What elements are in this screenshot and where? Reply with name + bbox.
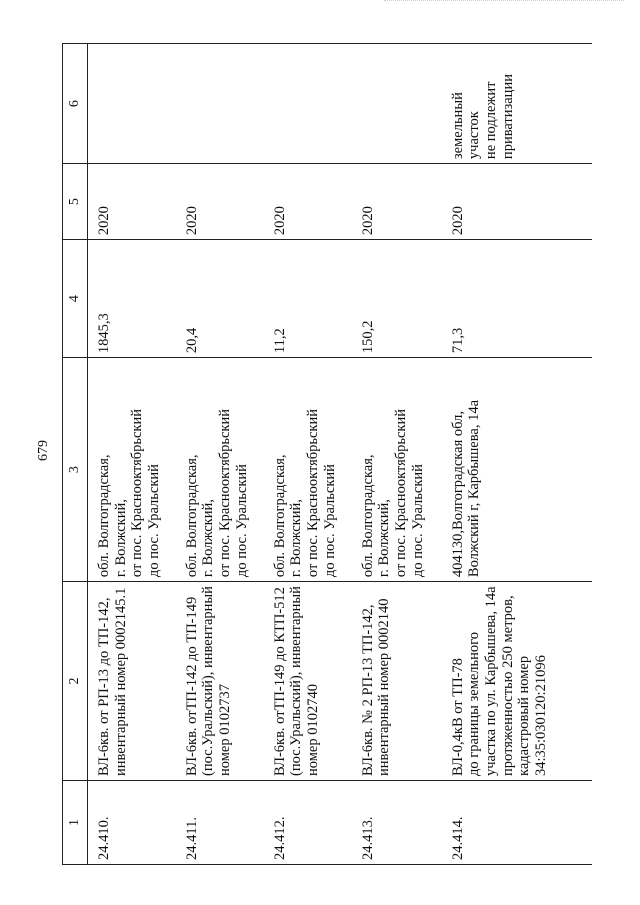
value-cell: 11,2	[264, 240, 352, 358]
location-line: Волжский г, Карбышева, 14а	[466, 399, 483, 578]
location-cell	[176, 358, 264, 582]
object-name-line: участка по ул. Карбышева, 14а	[482, 586, 499, 776]
object-name-line: (пос.Уральский), инвентарный	[288, 586, 305, 776]
year-cell: 2020	[264, 164, 352, 240]
object-name-line: инвентарный номер 0002140	[376, 598, 393, 776]
location-cell	[442, 358, 592, 582]
column-header-4: 4	[63, 240, 88, 358]
object-name-cell	[88, 582, 176, 781]
row-number-cell: 24.413.	[352, 781, 442, 865]
column-header-2: 2	[63, 582, 88, 781]
note-cell	[176, 44, 264, 164]
row-number-cell: 24.411.	[176, 781, 264, 865]
location-line: обл. Волгоградская,	[359, 454, 376, 578]
note-cell	[442, 44, 592, 164]
object-name-line: кадастровый номер	[516, 655, 533, 776]
note-cell	[264, 44, 352, 164]
location-line: от пос. Краснооктябрьский	[129, 409, 146, 578]
object-name-line: ВЛ-6кв. отТП-142 до ТП-149	[183, 596, 200, 776]
year-cell: 2020	[176, 164, 264, 240]
table-header-row	[63, 44, 88, 865]
location-line: от пос. Краснооктябрьский	[216, 409, 233, 578]
object-name-cell	[264, 582, 352, 781]
object-name-line: протяженностью 250 метров,	[499, 595, 516, 776]
location-cell	[88, 358, 176, 582]
object-name-line: (пос.Уральский), инвентарный	[200, 586, 217, 776]
value-cell: 20,4	[176, 240, 264, 358]
location-line: г. Волжский,	[112, 499, 129, 578]
object-name-line: ВЛ-6кв. отТП-149 до КТП-512	[271, 587, 288, 776]
table-row	[352, 44, 442, 865]
location-line: г. Волжский,	[376, 499, 393, 578]
object-name-cell	[442, 582, 592, 781]
year-cell: 2020	[442, 164, 592, 240]
object-name-cell	[352, 582, 442, 781]
table-body	[88, 44, 592, 865]
table-row	[176, 44, 264, 865]
object-name-line: инвентарный номер 0002145.1	[112, 587, 129, 776]
location-line: обл. Волгоградская,	[271, 454, 288, 578]
page-number: 679	[36, 440, 51, 461]
object-name-line: 34:35:030120:21096	[532, 655, 549, 776]
table-row	[88, 44, 176, 865]
column-header-5: 5	[63, 164, 88, 240]
location-line: обл. Волгоградская,	[183, 454, 200, 578]
row-number-cell: 24.412.	[264, 781, 352, 865]
year-cell: 2020	[352, 164, 442, 240]
note-line: участок	[466, 111, 483, 160]
object-name-line: номер 0102737	[216, 684, 233, 776]
object-name-line: ВЛ-0,4кВ от ТП-78	[449, 658, 466, 776]
note-line: приватизации	[499, 74, 516, 160]
location-line: до пос. Уральский	[409, 464, 426, 578]
note-cell	[88, 44, 176, 164]
column-header-6: 6	[63, 44, 88, 164]
value-cell: 71,3	[442, 240, 592, 358]
object-name-line: номер 0102740	[304, 684, 321, 776]
location-line: г. Волжский,	[200, 499, 217, 578]
column-header-1: 1	[63, 781, 88, 865]
object-name-line: ВЛ-6кв. от РП-13 до ТП-142,	[96, 597, 112, 776]
note-line: не подлежит	[482, 81, 499, 160]
note-cell	[352, 44, 442, 164]
value-cell: 150,2	[352, 240, 442, 358]
location-line: 404130,Волгоградская обл,	[449, 411, 466, 578]
note-line: земельный	[449, 92, 466, 160]
location-cell	[264, 358, 352, 582]
value-cell: 1845,3	[88, 240, 176, 358]
location-line: до пос. Уральский	[233, 464, 250, 578]
table-row	[264, 44, 352, 865]
location-line: г. Волжский,	[288, 499, 305, 578]
location-line: обл. Волгоградская,	[96, 454, 112, 578]
location-line: от пос. Краснооктябрьский	[304, 409, 321, 578]
location-cell	[352, 358, 442, 582]
row-number-cell: 24.414.	[442, 781, 592, 865]
object-name-line: до границы земельного	[466, 631, 483, 776]
row-number-cell: 24.410.	[88, 781, 176, 865]
object-name-line: ВЛ-6кв. № 2 РП-13 ТП-142,	[359, 604, 376, 776]
location-line: до пос. Уральский	[321, 464, 338, 578]
register-table	[62, 43, 592, 865]
location-line: от пос. Краснооктябрьский	[392, 409, 409, 578]
column-header-3: 3	[63, 358, 88, 582]
object-name-cell	[176, 582, 264, 781]
year-cell: 2020	[88, 164, 176, 240]
location-line: до пос. Уральский	[146, 464, 163, 578]
table-row	[442, 44, 592, 865]
